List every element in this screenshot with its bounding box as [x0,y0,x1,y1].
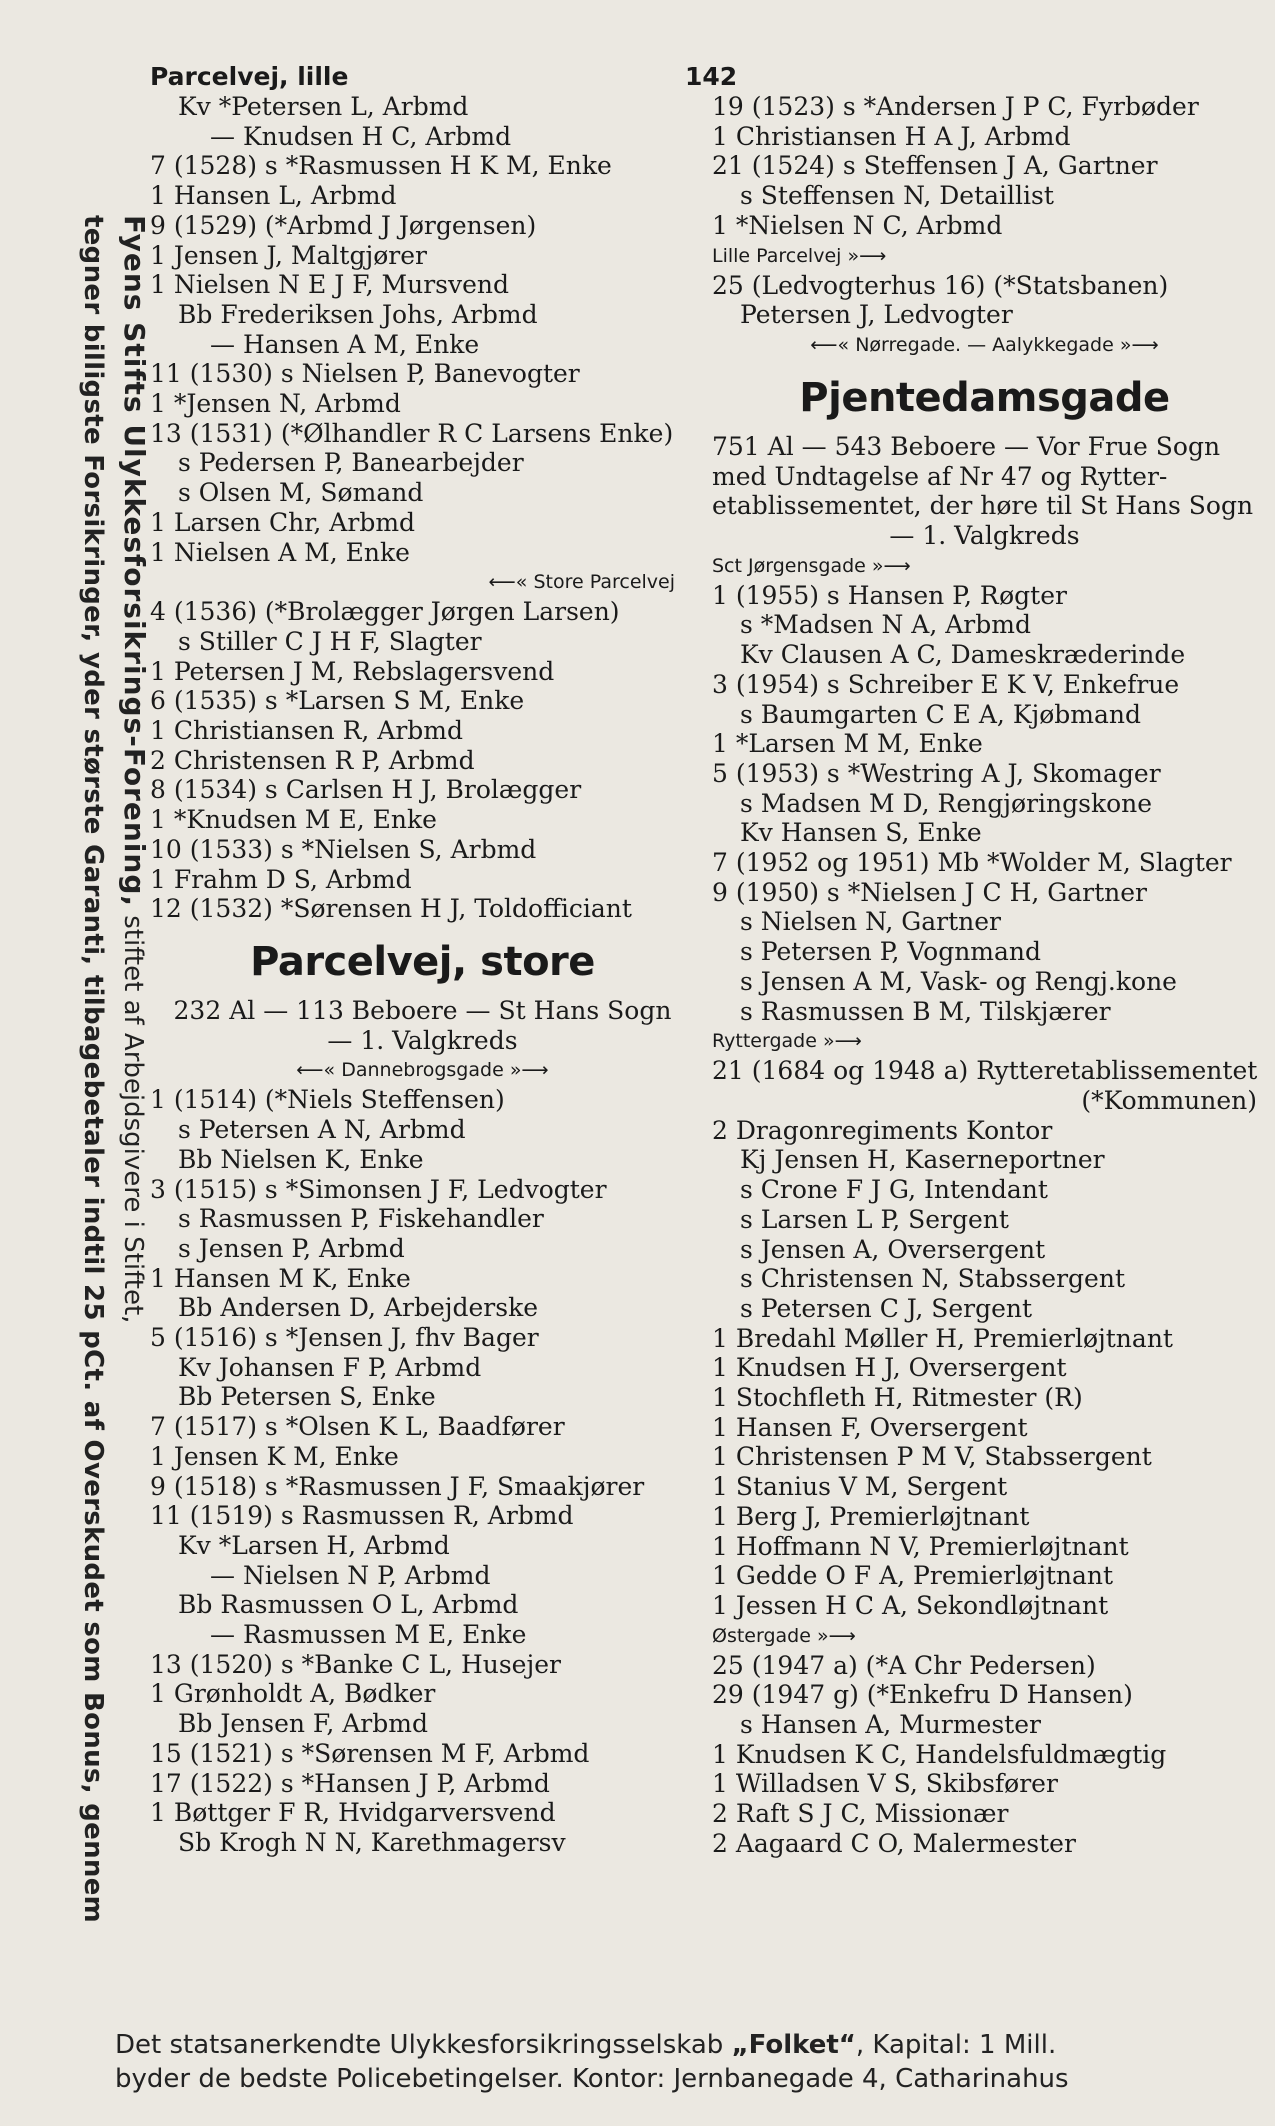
entry-line: — Nielsen N P, Arbmd [210,1560,491,1590]
entry-line: s Pedersen P, Banearbejder [178,448,524,478]
entry-line: Bb Rasmussen O L, Arbmd [178,1590,519,1620]
entry-line: Bb Petersen S, Enke [178,1382,436,1412]
entry-line: s Stiller C J H F, Slagter [178,626,482,656]
entries-pjentedamsgade [712,581,1257,1027]
arrow-right-icon: »⟶ [871,554,911,577]
entry-line: 1 Knudsen H J, Oversergent [712,1353,1067,1383]
entry-line: s Jensen A, Oversergent [740,1234,1046,1264]
entry-line: 1 Berg J, Premierløjtnant [712,1501,1030,1531]
entries-store-parcelvej [150,1085,695,1857]
entry-line: s Rasmussen B M, Tilskjærer [740,996,1111,1026]
entry-line: 1 *Knudsen M E, Enke [150,805,437,835]
entry-line: 1 *Nielsen N C, Arbmd [712,210,1003,240]
entry-line: 2 Aagaard C O, Malermester [712,1828,1076,1858]
entry-line: s Larsen L P, Sergent [740,1204,1009,1234]
entry-line: 1 Nielsen N E J F, Mursvend [150,270,510,300]
entries-store-parcelvej-cont [712,92,1257,241]
page-number: 142 [685,62,738,91]
entry-line: 2 Raft S J C, Missionær [712,1799,1009,1829]
entry-line: Kv *Petersen L, Arbmd [178,92,469,121]
entry-line: Kj Jensen H, Kaserneportner [740,1145,1105,1175]
entry-line: 1 Petersen J M, Rebslagersvend [150,656,555,686]
arrow-left-icon: ⟵« [810,333,850,356]
entry-line: 1 Jensen K M, Enke [150,1441,399,1471]
entry-line: 5 (1953) s *Westring A J, Skomager [712,758,1161,788]
entry-line: 10 (1533) s *Nielsen S, Arbmd [150,834,537,864]
street-title: Parcelvej, store [250,938,595,985]
entry-line: 21 (1524) s Steffensen J A, Gartner [712,151,1158,181]
entry-line: s Jensen A M, Vask- og Rengj.kone [740,966,1177,996]
cross-street-nav: Østergade »⟶ [712,1624,856,1647]
entry-line: s Madsen M D, Rengjøringskone [740,788,1153,818]
entry-line: 1 Larsen Chr, Arbmd [150,507,416,537]
street-title: Pjentedamsgade [799,374,1170,421]
entry-line: 2 Dragonregiments Kontor [712,1115,1053,1145]
entry-line: 1 Christiansen H A J, Arbmd [712,121,1071,151]
entry-line: 1 Jessen H C A, Sekondløjtnant [712,1590,1109,1620]
entry-line: (*Kommunen) [1081,1085,1257,1115]
running-title: Parcelvej, lille [150,62,349,91]
entry-line: 11 (1519) s Rasmussen R, Arbmd [150,1501,574,1531]
entry-line: 1 Jensen J, Maltgjører [150,240,427,270]
entry-line: s Petersen A N, Arbmd [178,1115,466,1145]
entry-line: 1 Willadsen V S, Skibsfører [712,1769,1058,1799]
entry-line: s Hansen A, Murmester [740,1710,1041,1740]
entry-line: 3 (1954) s Schreiber E K V, Enkefrue [712,669,1180,699]
entry-line: Kv *Larsen H, Arbmd [178,1530,450,1560]
cross-street-nav: ⟵« Store Parcelvej [488,571,675,594]
entry-line: 1 Stochfleth H, Ritmester (R) [712,1383,1083,1413]
entry-line: Kv Johansen F P, Arbmd [178,1352,482,1382]
entry-line: s Nielsen N, Gartner [740,907,1001,937]
entry-line: 1 Nielsen A M, Enke [150,537,410,567]
entry-line: 1 Bredahl Møller H, Premierløjtnant [712,1323,1173,1353]
entries-lille-parcelvej-odd [150,92,695,567]
entry-line: Kv Hansen S, Enke [740,818,982,848]
entry-line: 17 (1522) s *Hansen J P, Arbmd [150,1768,550,1798]
side-ad-company: Fyens Stifts Ulykkesforsikrings-Forening, [118,215,151,907]
cross-street-nav: ⟵« Nørregade. — Aalykkegade »⟶ [810,333,1159,356]
arrow-right-icon: »⟶ [816,1624,856,1647]
cross-street-nav: Lille Parcelvej »⟶ [712,244,887,267]
entry-line: s Baumgarten C E A, Kjøbmand [740,699,1142,729]
entry-line: 9 (1529) (*Arbmd J Jørgensen) [150,210,537,240]
entry-line: 13 (1531) (*Ølhandler R C Larsens Enke) [150,418,674,448]
entry-line: 21 (1684 og 1948 a) Rytteretablissementet [712,1056,1258,1086]
entry-line: 1 Hansen M K, Enke [150,1263,411,1293]
entry-line: 25 (Ledvogterhus 16) (*Statsbanen) [712,270,1169,300]
entry-line: Bb Jensen F, Arbmd [178,1709,428,1739]
cross-street-nav: ⟵« Dannebrogsgade »⟶ [296,1059,549,1082]
entry-line: 9 (1518) s *Rasmussen J F, Smaakjører [150,1471,645,1501]
entry-line: s Christensen N, Stabssergent [740,1264,1125,1294]
left-column [150,92,695,1858]
arrow-left-icon: ⟵« [488,571,528,594]
entry-line: 1 *Jensen N, Arbmd [150,389,401,419]
entry-line: 1 Hoffmann N V, Premierløjtnant [712,1531,1129,1561]
entry-line: s Steffensen N, Detaillist [740,181,1054,211]
entry-line: 1 Christensen P M V, Stabssergent [712,1442,1152,1472]
entry-line: 6 (1535) s *Larsen S M, Enke [150,686,525,716]
side-advertisement [70,215,154,2055]
entry-line: s Crone F J G, Intendant [740,1175,1048,1205]
arrow-right-icon: »⟶ [822,1030,862,1053]
entry-line: s Olsen M, Sømand [178,478,424,508]
entry-line: 1 *Larsen M M, Enke [712,729,983,759]
cross-street-nav: Sct Jørgensgade »⟶ [712,554,911,577]
entry-line: 7 (1517) s *Olsen K L, Baadfører [150,1412,565,1442]
entry-line: 1 Gedde O F A, Premierløjtnant [712,1561,1114,1591]
entries-lille-parcelvej-even [150,597,695,924]
entry-line: Bb Andersen D, Arbejderske [178,1293,539,1323]
entry-line: Petersen J, Ledvogter [740,300,1013,330]
right-column [712,92,1257,1859]
entry-line: 25 (1947 a) (*A Chr Pedersen) [712,1650,1096,1680]
entry-line: 1 Hansen F, Oversergent [712,1412,1028,1442]
side-ad-text-1: stiftet af Arbejdsgivere i Stiftet, [118,907,148,1324]
entry-line: s Rasmussen P, Fiskehandler [178,1204,544,1234]
entry-line: 5 (1516) s *Jensen J, fhv Bager [150,1323,539,1353]
entry-line: 4 (1536) (*Brolægger Jørgen Larsen) [150,597,620,627]
entry-line: 1 Knudsen K C, Handelsfuldmægtig [712,1739,1167,1769]
entries-ledvogterhus [712,271,1257,330]
entry-line: Bb Frederiksen Johs, Arbmd [178,299,538,329]
entry-line: Sb Krogh N N, Karethmagersv [178,1827,566,1857]
entry-line: 1 Frahm D S, Arbmd [150,864,412,894]
entries-rytteretablissement [712,1116,1257,1621]
entry-line: 11 (1530) s Nielsen P, Banevogter [150,359,580,389]
arrow-right-icon: »⟶ [847,244,887,267]
entry-line: — Hansen A M, Enke [210,329,480,359]
entry-line: 8 (1534) s Carlsen H J, Brolægger [150,775,582,805]
entry-line: s Petersen P, Vognmand [740,937,1042,967]
side-ad-text-2: tegner billigste Forsikringer, yder største Garanti, tilbagebetaler indtil 25 pCt. af Overskudet som Bonus, gennem [78,215,108,1924]
arrow-right-icon: »⟶ [509,1059,549,1082]
entry-line: 3 (1515) s *Simonsen J F, Ledvogter [150,1174,607,1204]
street-info: 751 Al — 543 Beboere — Vor Frue Sogn med Undtagelse af Nr 47 og Rytter- etablissementet, der høre til St Hans Sogn — 1. Valgkreds [712,431,1254,551]
arrow-right-icon: »⟶ [1119,333,1159,356]
entry-line: 7 (1528) s *Rasmussen H K M, Enke [150,151,612,181]
entries-ostergade [712,1651,1257,1859]
entry-line: s *Madsen N A, Arbmd [740,610,1031,640]
footer-advertisement: Det statsanerkendte Ulykkesforsikringsselskab „Folket“, Kapital: 1 Mill. byder de bedste Policebetingelser. Kontor: Jernbanegade 4, Catharinahus [115,2030,1069,2094]
entry-line: 15 (1521) s *Sørensen M F, Arbmd [150,1738,590,1768]
cross-street-nav: Ryttergade »⟶ [712,1030,862,1053]
entry-line: 7 (1952 og 1951) Mb *Wolder M, Slagter [712,848,1232,878]
entry-line: — Rasmussen M E, Enke [210,1620,527,1650]
entry-line: 1 Christiansen R, Arbmd [150,716,464,746]
entry-line: 2 Christensen R P, Arbmd [150,745,475,775]
entry-line: 12 (1532) *Sørensen H J, Toldofficiant [150,894,632,924]
entry-line: 9 (1950) s *Nielsen J C H, Gartner [712,877,1147,907]
entry-line: — Knudsen H C, Arbmd [210,121,512,151]
street-info: 232 Al — 113 Beboere — St Hans Sogn — 1. Valgkreds [173,995,672,1055]
entry-line: s Petersen C J, Sergent [740,1293,1033,1323]
entry-line: 1 Bøttger F R, Hvidgarversvend [150,1798,556,1828]
entry-line: 13 (1520) s *Banke C L, Husejer [150,1649,561,1679]
entry-line: 1 (1955) s Hansen P, Røgter [712,580,1067,610]
entry-line: 29 (1947 g) (*Enkefru D Hansen) [712,1680,1133,1710]
arrow-left-icon: ⟵« [296,1059,336,1082]
entry-line: 1 (1514) (*Niels Steffensen) [150,1085,505,1115]
entry-line: s Jensen P, Arbmd [178,1233,405,1263]
entry-line: Kv Clausen A C, Dameskræderinde [740,640,1186,670]
entry-line: 1 Grønholdt A, Bødker [150,1679,436,1709]
entry-line: 1 Hansen L, Arbmd [150,181,397,211]
entry-line: 19 (1523) s *Andersen J P C, Fyrbøder [712,92,1199,121]
entry-line: 1 Stanius V M, Sergent [712,1472,1008,1502]
entry-line: Bb Nielsen K, Enke [178,1144,424,1174]
